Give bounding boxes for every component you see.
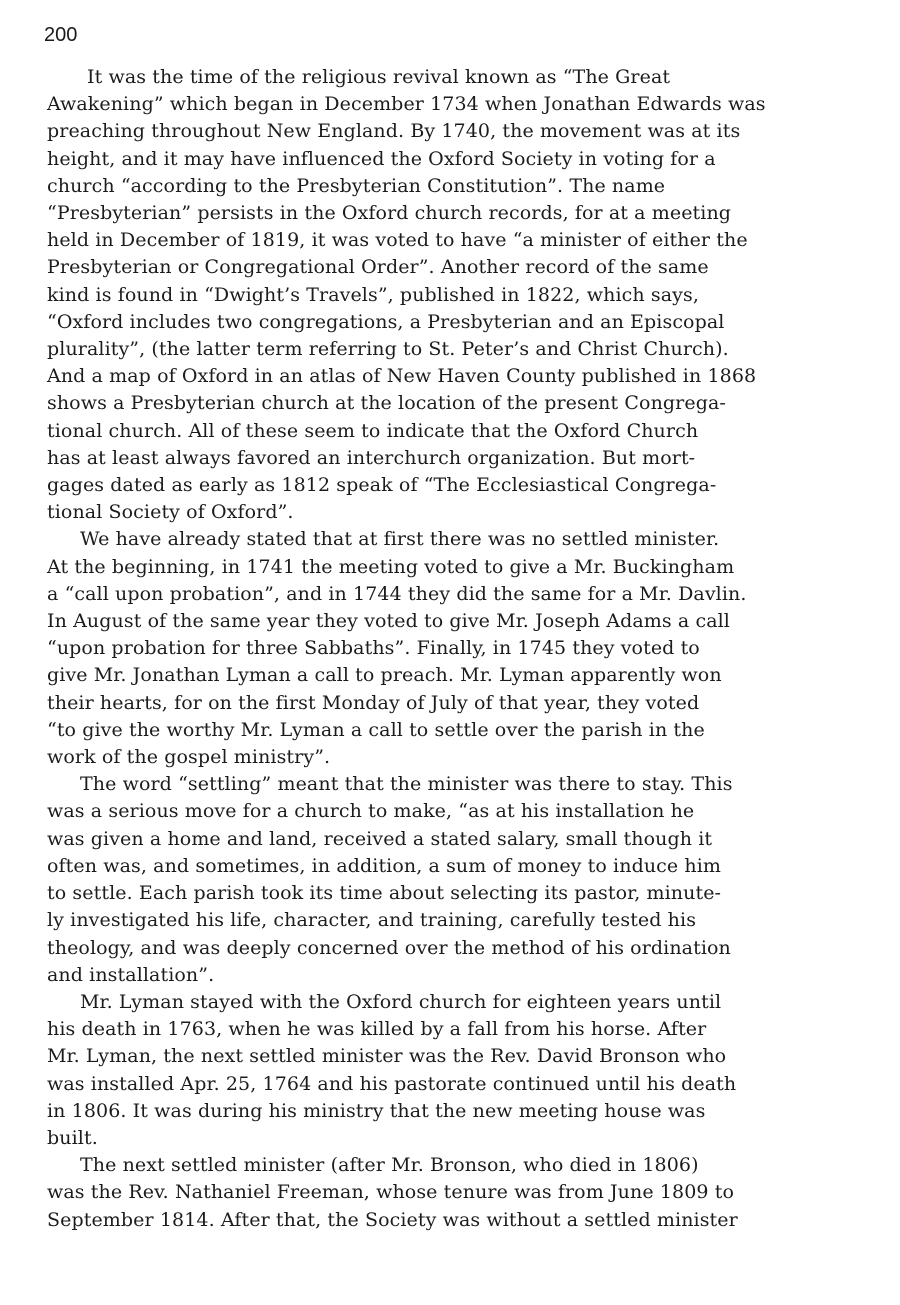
text-line: built. — [47, 1126, 98, 1149]
page-number: 200 — [44, 24, 78, 46]
text-line: a “call upon probation”, and in 1744 they did the same for a Mr. Davlin. — [47, 582, 747, 605]
text-line: tional Society of Oxford”. — [47, 501, 294, 524]
text-line: has at least always favored an interchurch organization. But mort- — [47, 446, 696, 469]
body-text — [47, 64, 887, 1234]
text-line: “Oxford includes two congregations, a Presbyterian and an Episcopal — [47, 310, 725, 333]
text-line: “upon probation for three Sabbaths”. Finally, in 1745 they voted to — [47, 637, 700, 660]
text-line: The word “settling” meant that the minister was there to stay. This — [80, 773, 733, 796]
text-line: Mr. Lyman, the next settled minister was the Rev. David Bronson who — [47, 1045, 727, 1068]
text-line: and installation”. — [47, 963, 215, 986]
text-line: Mr. Lyman stayed with the Oxford church for eighteen years until — [80, 990, 722, 1013]
text-line: often was, and sometimes, in addition, a sum of money to induce him — [47, 854, 722, 877]
text-line: height, and it may have influenced the Oxford Society in voting for a — [47, 147, 716, 170]
text-line: was given a home and land, received a stated salary, small though it — [47, 827, 713, 850]
paragraph-lyman — [47, 989, 887, 1152]
text-line: church “according to the Presbyterian Constitution”. The name — [47, 174, 666, 197]
text-line: Awakening” which began in December 1734 when Jonathan Edwards was — [47, 93, 766, 116]
text-line: held in December of 1819, it was voted to have “a minister of either the — [47, 229, 748, 252]
text-line: was a serious move for a church to make, “as at his installation he — [47, 800, 695, 823]
paragraph-settling — [47, 771, 887, 989]
text-line: We have already stated that at first there was no settled minister. — [80, 528, 720, 551]
text-line: his death in 1763, when he was killed by a fall from his horse. After — [47, 1018, 707, 1041]
text-line: It was the time of the religious revival known as “The Great — [87, 66, 671, 88]
text-line: in 1806. It was during his ministry that the new meeting house was — [47, 1099, 706, 1122]
text-line: ly investigated his life, character, and training, carefully tested his — [47, 909, 697, 932]
text-line: shows a Presbyterian church at the location of the present Congrega- — [47, 392, 726, 415]
text-line: The next settled minister (after Mr. Bronson, who died in 1806) — [80, 1154, 699, 1177]
text-line: plurality”, (the latter term referring to St. Peter’s and Christ Church). — [47, 338, 729, 361]
text-line: kind is found in “Dwight’s Travels”, published in 1822, which says, — [47, 283, 699, 306]
paragraph-great-awakening — [47, 64, 887, 526]
text-line: In August of the same year they voted to give Mr. Joseph Adams a call — [47, 610, 730, 633]
text-line: to settle. Each parish took its time about selecting its pastor, minute- — [47, 882, 722, 905]
text-line: tional church. All of these seem to indicate that the Oxford Church — [47, 419, 699, 442]
text-line: Presbyterian or Congregational Order”. Another record of the same — [47, 256, 709, 279]
text-line: And a map of Oxford in an atlas of New Haven County published in 1868 — [47, 365, 757, 388]
text-line: “to give the worthy Mr. Lyman a call to settle over the parish in the — [47, 718, 705, 741]
text-line: September 1814. After that, the Society was without a settled minister — [47, 1208, 738, 1231]
text-line: was installed Apr. 25, 1764 and his pastorate continued until his death — [47, 1072, 737, 1095]
text-line: “Presbyterian” persists in the Oxford church records, for at a meeting — [47, 202, 732, 225]
text-line: was the Rev. Nathaniel Freeman, whose tenure was from June 1809 to — [47, 1181, 735, 1204]
text-line: theology, and was deeply concerned over the method of his ordination — [47, 936, 731, 959]
text-line: gages dated as early as 1812 speak of “The Ecclesiastical Congrega- — [47, 474, 717, 497]
text-line: At the beginning, in 1741 the meeting voted to give a Mr. Buckingham — [47, 555, 735, 578]
text-line: preaching throughout New England. By 1740, the movement was at its — [47, 120, 741, 143]
paragraph-freeman — [47, 1152, 887, 1234]
text-line: give Mr. Jonathan Lyman a call to preach. Mr. Lyman apparently won — [47, 664, 722, 687]
paragraph-settled-minister — [47, 526, 887, 771]
text-line: work of the gospel ministry”. — [47, 746, 331, 769]
text-line: their hearts, for on the first Monday of July of that year, they voted — [47, 691, 700, 714]
